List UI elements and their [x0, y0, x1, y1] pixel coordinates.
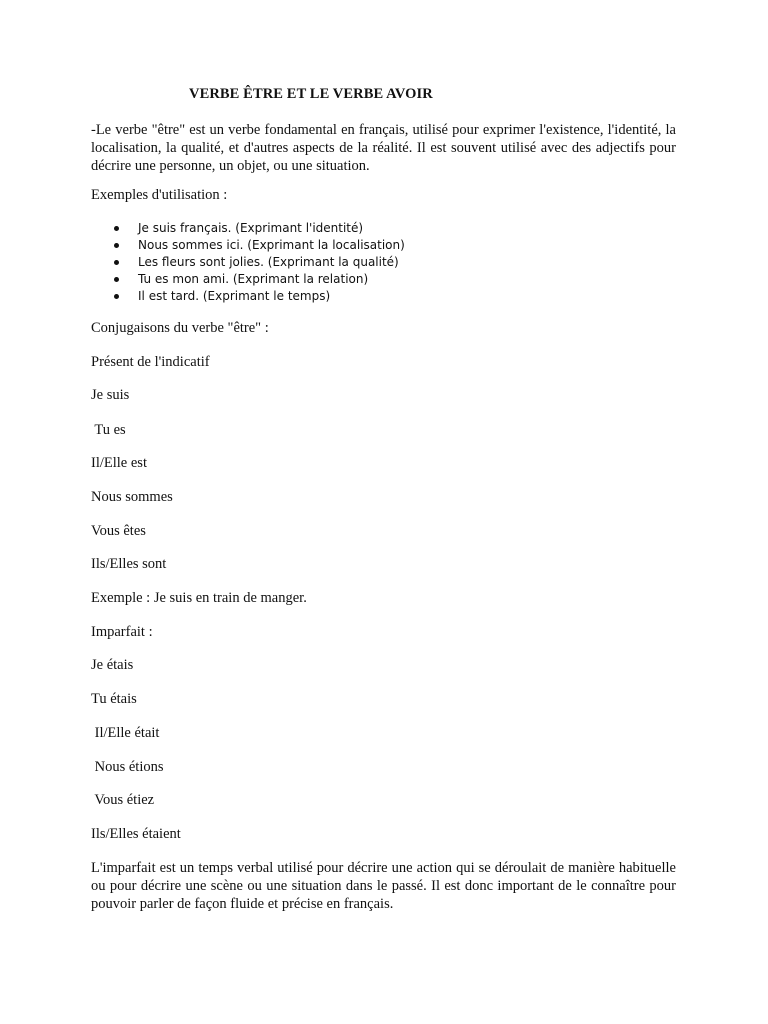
- list-item: [113, 288, 405, 305]
- bullet-icon: [114, 260, 119, 265]
- present-line: Tu es: [91, 422, 126, 438]
- conjugations-heading: Conjugaisons du verbe "être" :: [91, 320, 269, 336]
- bullet-icon: [114, 277, 119, 282]
- present-line: Nous sommes: [91, 489, 173, 505]
- bullet-icon: [114, 294, 119, 299]
- present-line: Ils/Elles sont: [91, 556, 167, 572]
- example-text: Tu es mon ami. (Exprimant la relation): [138, 272, 369, 286]
- list-item: [113, 237, 405, 254]
- imparfait-line: Vous étiez: [91, 792, 155, 808]
- list-item: [113, 254, 405, 271]
- imparfait-line: Il/Elle était: [91, 725, 160, 741]
- present-heading: Présent de l'indicatif: [91, 354, 210, 370]
- examples-heading: Exemples d'utilisation :: [91, 187, 228, 203]
- present-line: Vous êtes: [91, 523, 146, 539]
- outro-paragraph: L'imparfait est un temps verbal utilisé pour décrire une action qui se déroulait de manière habituelle ou pour décrire une scène ou une situation dans le passé. Il est donc important de le connaître pour pouvoir parler de façon fluide et précise en français.: [91, 860, 676, 912]
- present-line: Je suis: [91, 387, 130, 403]
- document-title: VERBE ÊTRE ET LE VERBE AVOIR: [189, 86, 433, 102]
- list-item: [113, 271, 405, 288]
- imparfait-line: Ils/Elles étaient: [91, 826, 181, 842]
- present-line: Il/Elle est: [91, 455, 147, 471]
- imparfait-heading: Imparfait :: [91, 624, 153, 640]
- intro-paragraph: -Le verbe "être" est un verbe fondamental en français, utilisé pour exprimer l'existence, l'identité, la localisation, la qualité, et d'autres aspects de la réalité. Il est souvent utilisé avec des adjectifs pour décrire une personne, un objet, ou une situation.: [91, 122, 676, 174]
- example-text: Nous sommes ici. (Exprimant la localisation): [138, 238, 405, 252]
- example-text: Je suis français. (Exprimant l'identité): [138, 221, 364, 235]
- imparfait-line: Nous étions: [91, 759, 164, 775]
- bullet-icon: [114, 226, 119, 231]
- list-item: [113, 220, 405, 237]
- bullet-icon: [114, 243, 119, 248]
- imparfait-line: Je étais: [91, 657, 134, 673]
- imparfait-line: Tu étais: [91, 691, 137, 707]
- present-example: Exemple : Je suis en train de manger.: [91, 590, 307, 606]
- examples-list: [113, 220, 405, 305]
- example-text: Il est tard. (Exprimant le temps): [138, 289, 331, 303]
- example-text: Les fleurs sont jolies. (Exprimant la qualité): [138, 255, 399, 269]
